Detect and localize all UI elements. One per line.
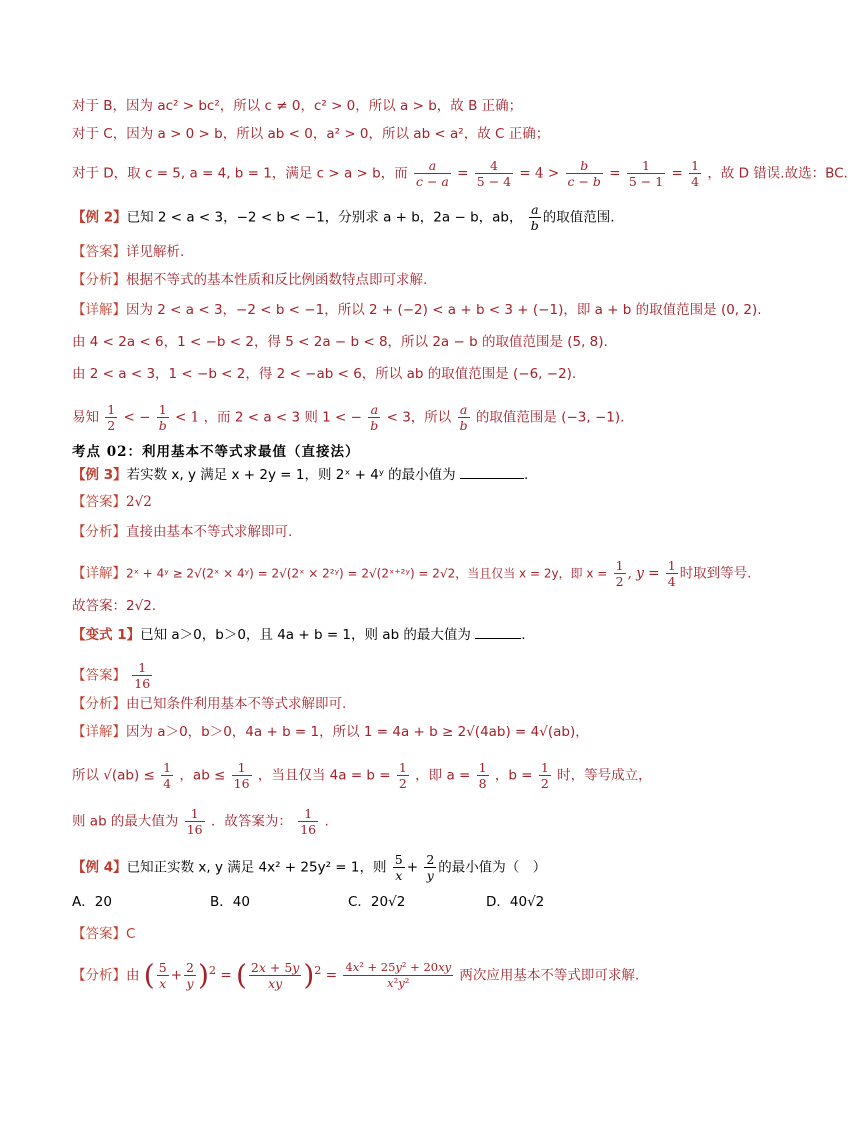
- fraction: $\frac{1}{16}$: [186, 806, 203, 837]
- fraction: $\frac{1}{16}$: [300, 806, 317, 837]
- fraction: $\frac{a}{b}$: [370, 402, 379, 433]
- option-a[interactable]: A．20: [72, 894, 112, 910]
- example-2-question: 【例 2】已知 2 < a < 3，−2 < b < −1，分别求 a + b，2a − b，ab， $\frac{a}{b}$ 的取值范围.: [72, 202, 615, 233]
- fraction: $\frac{1}{16}$: [134, 660, 151, 691]
- fraction: $\frac{2}{y}$: [186, 960, 194, 991]
- example-tag: 【例 3】: [72, 467, 127, 483]
- fraction: $\frac{1}{2}$: [107, 402, 116, 433]
- fraction: $\frac{2}{y}$: [426, 852, 435, 883]
- option-b[interactable]: B．40: [210, 894, 250, 910]
- example-3-solution: 【详解】2ˣ + 4ʸ ≥ 2√(2ˣ × 4ʸ) = 2√(2ˣ × 2²ʸ) = 2√(2ˣ⁺²ʸ) = 2√2，当且仅当 x = 2y，即 x = $\frac{1}{2}$ , y = $\frac{1}{4}$ 时取到等号.: [72, 558, 752, 589]
- example-2-solution-3: 由 2 < a < 3，1 < −b < 2，得 2 < −ab < 6，所以 ab 的取值范围是 (−6, −2).: [72, 366, 577, 382]
- example-3-final: 故答案：2√2.: [72, 598, 157, 614]
- example-tag: 【例 2】: [72, 209, 127, 226]
- example-2-solution-4: 易知 $\frac{1}{2}$ < − $\frac{1}{b}$ < 1 ，而 2 < a < 3 则 1 < − $\frac{a}{b}$ < 3，所以 $\frac{a}{b}$ 的取值范围是 (−3, −1).: [72, 402, 625, 433]
- variation-1-solution-2: 所以 √(ab) ≤ $\frac{1}{4}$ ，ab ≤ $\frac{1}{16}$ ，当且仅当 4a = b = $\frac{1}{2}$ ，即 a = $\frac{1}{8}$ ，b = $\frac{1}{2}$ 时，等号成立，: [72, 760, 652, 791]
- example-3-question: 【例 3】若实数 x, y 满足 x + 2y = 1，则 2ˣ + 4ʸ 的最小值为 .: [72, 464, 528, 485]
- fraction: $\frac{5}{x}$: [158, 960, 167, 991]
- option-d[interactable]: D．40√2: [486, 894, 545, 910]
- option-c-line: 对于 C，因为 a > 0 > b，所以 ab < 0，a² > 0，所以 ab < a²，故 C 正确；: [72, 126, 550, 142]
- fraction: $\frac{1}{8}$: [478, 760, 487, 791]
- fraction: $\frac{a}{b}$: [530, 202, 539, 233]
- example-4-analysis: 【分析】由 ( $\frac{5}{x}$ + $\frac{2}{y}$ )$^2$ = ( $\frac{2x + 5y}{xy}$ )$^2$ = $\frac{\text{4x² + 25y² + 20xy}}{\text{x²y²}}$ 两次应用基本不等式即可求解.: [72, 958, 640, 992]
- example-3-answer: 【答案】2√2: [72, 494, 152, 510]
- variation-1-analysis: 【分析】由已知条件利用基本不等式求解即可.: [72, 696, 347, 712]
- fraction: $\frac{1}{2}$: [398, 760, 407, 791]
- answer-blank[interactable]: [460, 464, 524, 479]
- example-2-answer: 【答案】详见解析.: [72, 244, 185, 260]
- example-4-answer: 【答案】C: [72, 926, 136, 942]
- fraction: $\frac{b}{c - b}$: [567, 158, 601, 189]
- option-b-line: 对于 B，因为 ac² > bc²，所以 c ≠ 0，c² > 0，所以 a > b，故 B 正确；: [72, 98, 523, 114]
- answer-blank[interactable]: [475, 624, 521, 639]
- fraction: $\frac{a}{c - a}$: [416, 158, 449, 189]
- option-c[interactable]: C．20√2: [348, 894, 406, 910]
- fraction: $\frac{1}{2}$: [615, 558, 624, 589]
- fraction: $\frac{5}{x}$: [394, 852, 403, 883]
- fraction: $\frac{2x + 5y}{xy}$: [250, 960, 300, 991]
- fraction: $\frac{1}{4}$: [163, 760, 172, 791]
- variation-1-question: 【变式 1】已知 a＞0，b＞0，且 4a + b = 1，则 ab 的最大值为 .: [72, 624, 526, 645]
- fraction: $\frac{1}{4}$: [667, 558, 676, 589]
- fraction: $\frac{\text{4x² + 25y² + 20xy}}{\text{x²y²}}$: [345, 960, 452, 990]
- example-3-analysis: 【分析】直接由基本不等式求解即可.: [72, 524, 293, 540]
- option-d-line: 对于 D，取 c = 5, a = 4, b = 1，满足 c > a > b，而 $\frac{a}{c - a}$ = $\frac{4}{5 - 4}$ = 4 > $\frac{b}{c - b}$ = $\frac{1}{5 - 1}$ = $\frac{1}{4}$ ，故 D 错误.故选：BC.: [72, 158, 848, 189]
- example-2-solution-2: 由 4 < 2a < 6，1 < −b < 2，得 5 < 2a − b < 8，所以 2a − b 的取值范围是 (5, 8).: [72, 334, 608, 350]
- fraction: $\frac{1}{2}$: [540, 760, 549, 791]
- fraction: $\frac{1}{4}$: [691, 158, 700, 189]
- variation-1-solution-1: 【详解】因为 a＞0，b＞0，4a + b = 1，所以 1 = 4a + b ≥ 2√(4ab) = 4√(ab)，: [72, 724, 589, 740]
- fraction: $\frac{4}{5 - 4}$: [476, 158, 512, 189]
- fraction: $\frac{a}{b}$: [459, 402, 468, 433]
- variation-1-solution-3: 则 ab 的最大值为 $\frac{1}{16}$ ．故答案为： $\frac{1}{16}$ .: [72, 806, 329, 837]
- section-heading: 考点 02：利用基本不等式求最值（直接法）: [72, 444, 360, 460]
- fraction: $\frac{1}{b}$: [158, 402, 167, 433]
- example-tag: 【例 4】: [72, 859, 127, 876]
- variation-1-answer: 【答案】 $\frac{1}{16}$: [72, 660, 151, 691]
- fraction: $\frac{1}{16}$: [233, 760, 250, 791]
- example-4-question: 【例 4】已知正实数 x, y 满足 4x² + 25y² = 1，则 $\frac{5}{x}$ + $\frac{2}{y}$ 的最小值为（ ）: [72, 852, 547, 883]
- fraction: $\frac{1}{5 - 1}$: [628, 158, 664, 189]
- example-tag: 【变式 1】: [72, 627, 141, 643]
- example-2-solution-1: 【详解】因为 2 < a < 3，−2 < b < −1，所以 2 + (−2) < a + b < 3 + (−1)，即 a + b 的取值范围是 (0, 2).: [72, 302, 762, 318]
- example-2-analysis: 【分析】根据不等式的基本性质和反比例函数特点即可求解.: [72, 272, 428, 288]
